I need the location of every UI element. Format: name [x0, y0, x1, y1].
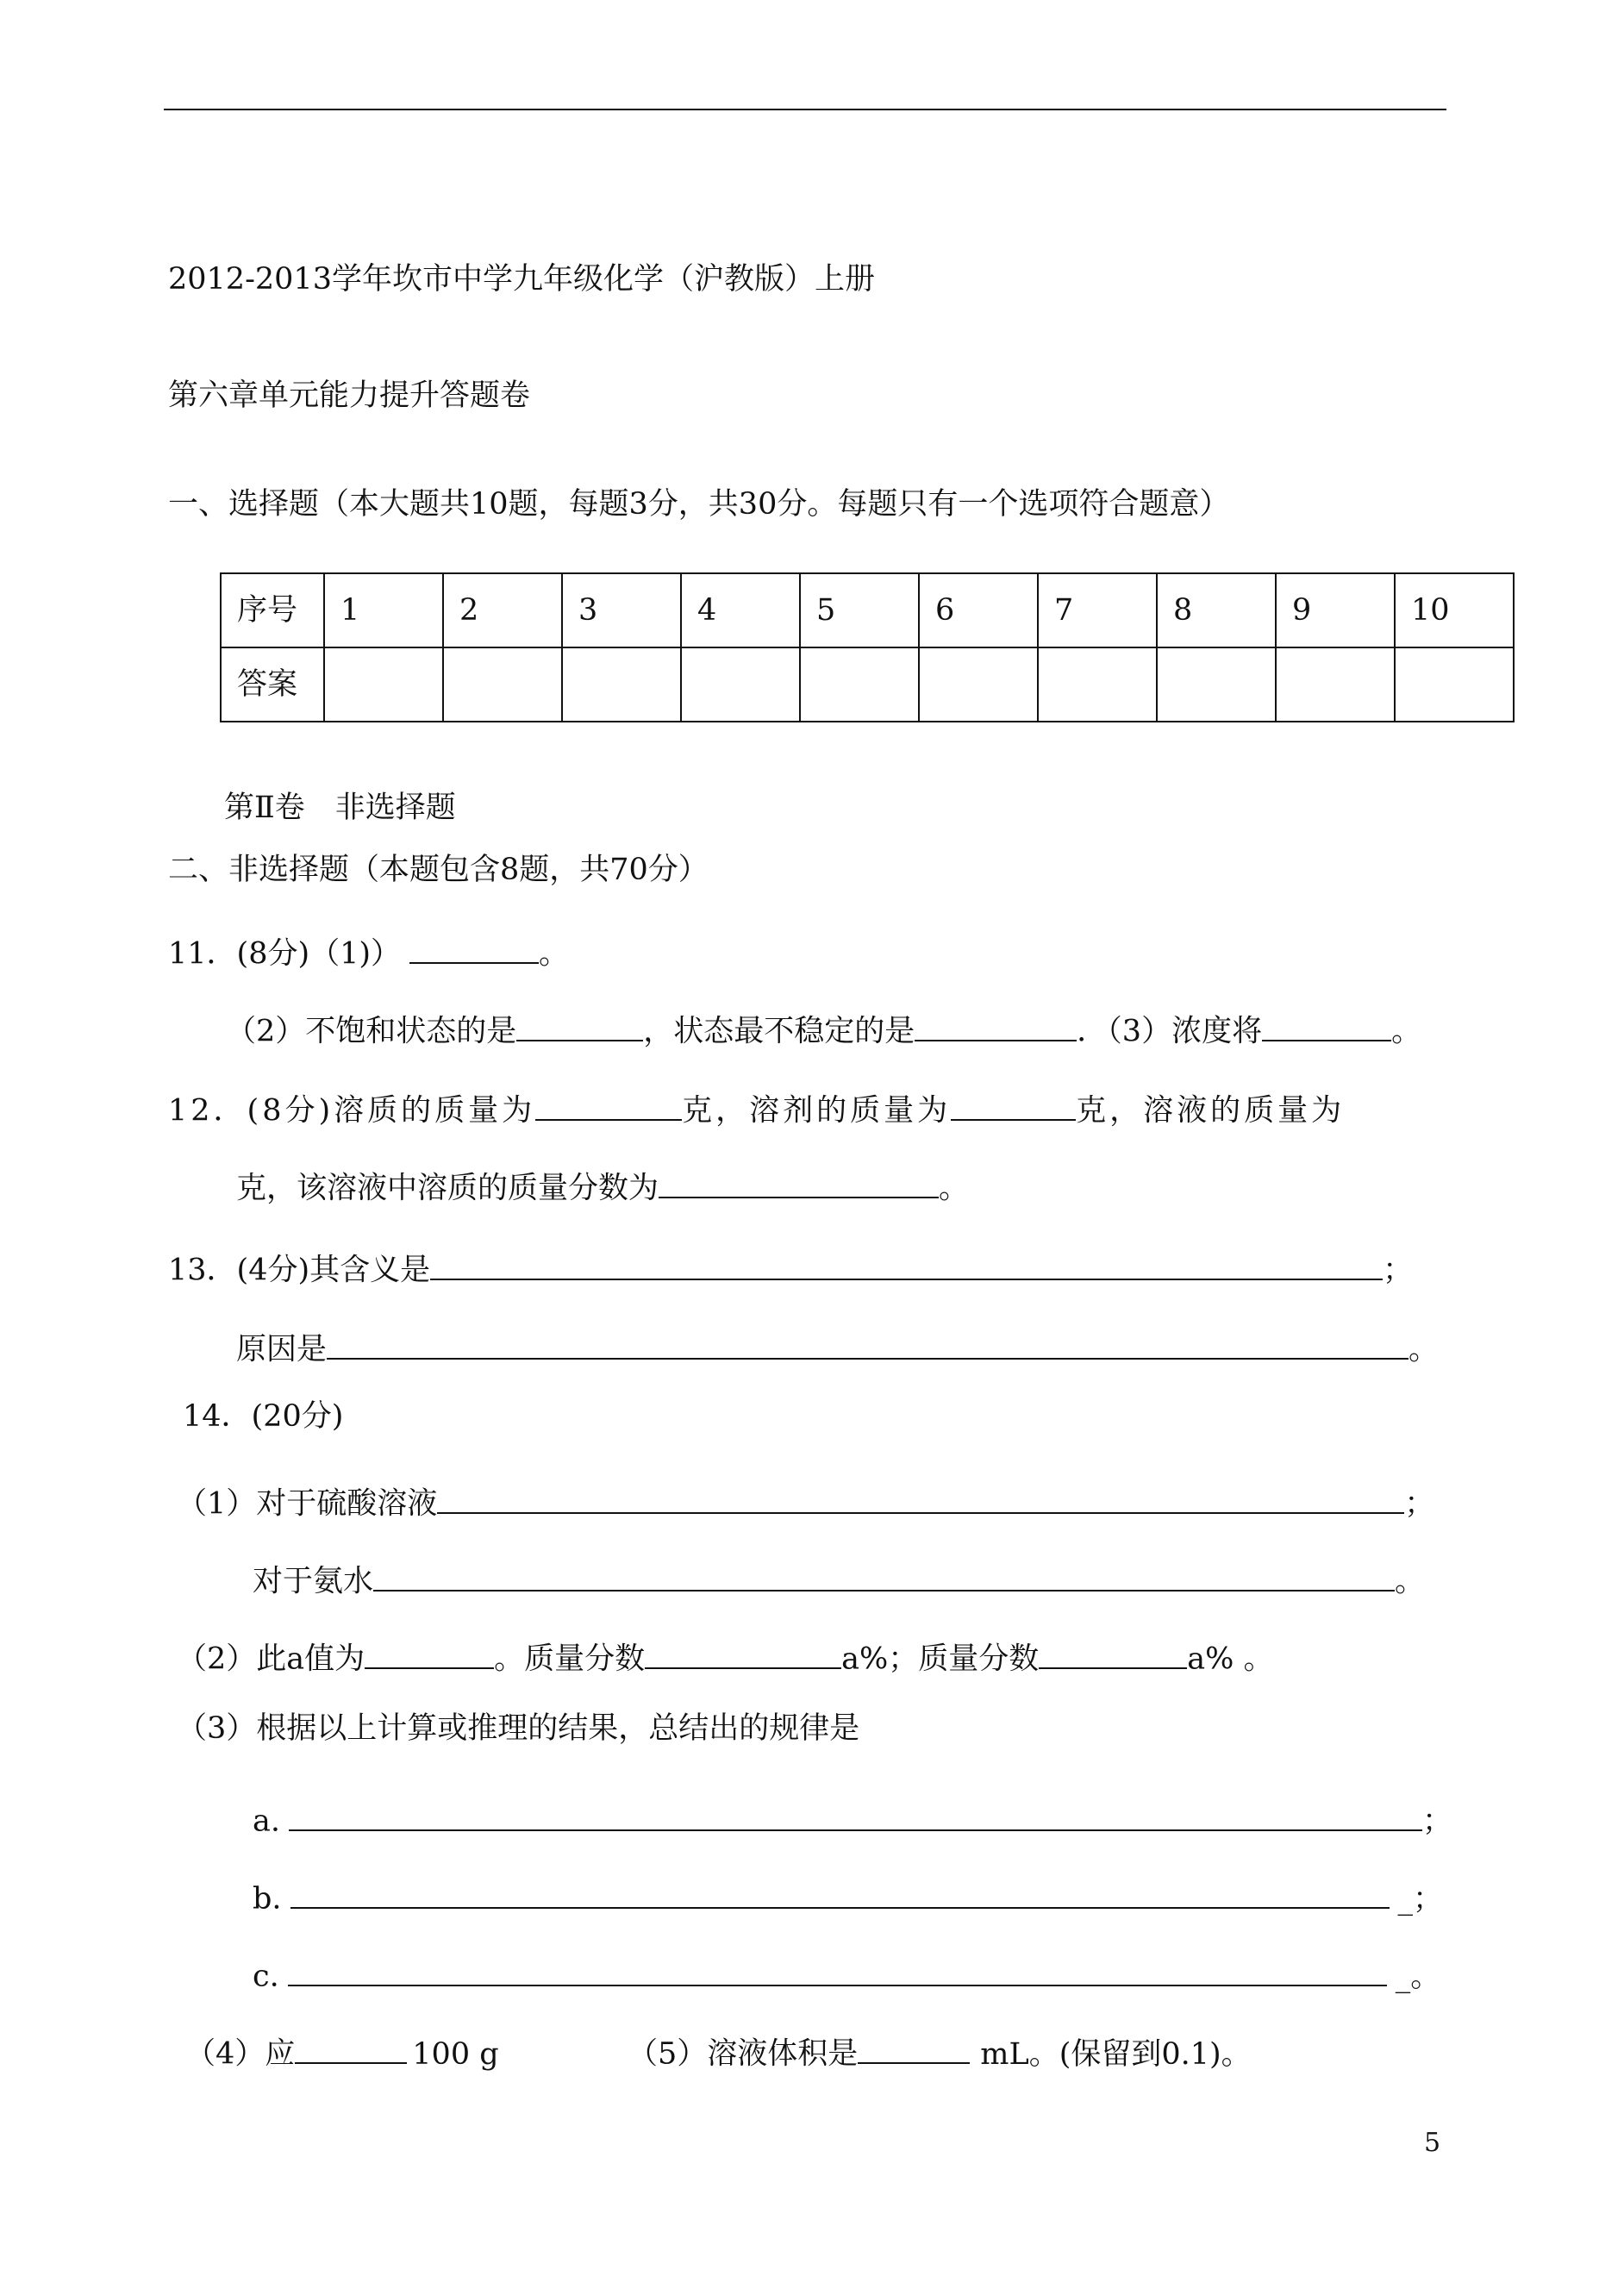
q14-blank-2c[interactable] [1039, 1636, 1187, 1669]
table-cell-number: 8 [1157, 573, 1276, 647]
q14-blank-3b[interactable] [290, 1876, 1390, 1909]
table-cell-number: 1 [324, 573, 443, 647]
table-cell-number: 5 [800, 573, 919, 647]
q14-part3: （3）根据以上计算或推理的结果，总结出的规律是 [177, 1711, 860, 1746]
q14-text-1a: （1）对于硫酸溶液 [177, 1486, 438, 1522]
q14-part1a [177, 1481, 1434, 1520]
q12-line2 [236, 1166, 969, 1204]
q11-text-2a: （2）不饱和状态的是 [226, 1014, 517, 1049]
q13-line2 [236, 1327, 1439, 1366]
q14-part4 [185, 2031, 499, 2070]
q13-text-2: 原因是 [236, 1332, 328, 1367]
table-cell-number: 9 [1276, 573, 1395, 647]
q12-line1 [168, 1088, 1345, 1127]
q14-part2 [177, 1636, 1274, 1675]
table-cell-number: 7 [1038, 573, 1157, 647]
q11-text-2c: ．（3）浓度将 [1077, 1014, 1263, 1049]
q13-line1 [168, 1248, 1413, 1286]
q14-text-5a: （5）溶液体积是 [628, 2036, 859, 2072]
q14-blank-4[interactable] [295, 2031, 407, 2064]
table-cell-number: 6 [919, 573, 1038, 647]
q12-blank-1[interactable] [535, 1088, 682, 1121]
q11-blank-3[interactable] [915, 1009, 1077, 1041]
answer-cell[interactable] [681, 647, 800, 722]
q14-blank-1b[interactable] [373, 1559, 1395, 1591]
q11-text-2b: ，状态最不稳定的是 [643, 1014, 915, 1049]
q14-rule-c [253, 1954, 1440, 1992]
answer-cell[interactable] [1038, 647, 1157, 722]
q14-blank-5[interactable] [858, 2031, 970, 2064]
q11-blank-1[interactable] [409, 931, 539, 964]
table-cell-number: 4 [681, 573, 800, 647]
table-cell-number: 3 [562, 573, 681, 647]
answer-cell[interactable] [562, 647, 681, 722]
q14-blank-2b[interactable] [645, 1636, 841, 1669]
q14-blank-3c[interactable] [288, 1954, 1387, 1986]
q12-text-2a: 克，该溶液中溶质的质量分数为 [236, 1171, 659, 1206]
table-cell-number: 2 [443, 573, 562, 647]
q14-text-4b: 100 g [412, 2036, 499, 2072]
answer-cell[interactable] [919, 647, 1038, 722]
q13-text-1: 13．(4分)其含义是 [168, 1253, 431, 1288]
q14-heading: 14．(20分) [183, 1399, 344, 1434]
q14-rule-b [253, 1876, 1443, 1915]
q13-blank-1[interactable] [430, 1248, 1383, 1280]
q11-punct: 。 [539, 936, 570, 972]
section2-heading: 二、非选择题（本题包含8题，共70分） [168, 853, 709, 887]
table-cell-number: 10 [1395, 573, 1514, 647]
q14-part1b [253, 1559, 1425, 1598]
q11-blank-4[interactable] [1262, 1009, 1391, 1041]
doc-title: 2012-2013学年坎市中学九年级化学（沪教版）上册 [168, 262, 875, 297]
q14-label-a: a. [253, 1804, 280, 1839]
q12-blank-3[interactable] [659, 1166, 939, 1198]
part2-title: 第Ⅱ卷 非选择题 [224, 791, 456, 825]
q14-punct-1b: 。 [1395, 1564, 1426, 1599]
q14-text-1b: 对于氨水 [253, 1564, 374, 1599]
q14-text-2d: a% 。 [1187, 1642, 1274, 1677]
answer-cell[interactable] [1157, 647, 1276, 722]
answer-table [220, 572, 1515, 722]
page-number: 5 [1424, 2128, 1441, 2158]
answer-cell[interactable] [1276, 647, 1395, 722]
table-row-numbers [221, 573, 1514, 647]
q14-part5 [628, 2031, 1252, 2070]
q14-label-c: c. [253, 1959, 279, 1994]
q14-blank-2a[interactable] [365, 1636, 494, 1669]
table-row-answers [221, 647, 1514, 722]
table-label-number: 序号 [221, 573, 324, 647]
doc-subtitle: 第六章单元能力提升答题卷 [168, 378, 531, 413]
q11-line1 [168, 931, 569, 970]
q13-punct-2: 。 [1409, 1332, 1440, 1367]
q14-blank-1a[interactable] [437, 1481, 1404, 1514]
q14-text-5b: mL。(保留到0.1)。 [980, 2036, 1252, 2072]
header-rule [164, 109, 1446, 110]
q11-blank-2[interactable] [516, 1009, 643, 1041]
q14-punct-1a: ； [1404, 1486, 1435, 1522]
q12-text-1b: 克，溶剂的质量为 [682, 1093, 952, 1129]
answer-cell[interactable] [1395, 647, 1514, 722]
q11-line2 [226, 1009, 1421, 1047]
q14-punct-3b: _； [1397, 1881, 1444, 1917]
table-label-answer: 答案 [221, 647, 324, 722]
q14-text-2a: （2）此a值为 [177, 1642, 365, 1677]
q12-punct: 。 [939, 1171, 970, 1206]
answer-cell[interactable] [324, 647, 443, 722]
q13-punct-1: ； [1383, 1253, 1414, 1288]
q12-blank-2[interactable] [951, 1088, 1076, 1121]
answer-cell[interactable] [443, 647, 562, 722]
answer-cell[interactable] [800, 647, 919, 722]
q14-blank-3a[interactable] [289, 1798, 1422, 1831]
q14-label-b: b. [253, 1881, 282, 1917]
q14-text-4a: （4）应 [185, 2036, 296, 2072]
q14-rule-a [253, 1798, 1452, 1837]
q11-label: 11．(8分)（1)） [168, 936, 402, 972]
q14-text-2b: 。质量分数 [494, 1642, 646, 1677]
q14-punct-3a: ； [1422, 1804, 1453, 1839]
q12-text-1c: 克，溶液的质量为 [1076, 1093, 1346, 1129]
q12-text-1a: 12．(8分)溶质的质量为 [168, 1093, 536, 1129]
q14-text-2c: a%；质量分数 [841, 1642, 1040, 1677]
q11-punct-2: 。 [1391, 1014, 1422, 1049]
q13-blank-2[interactable] [327, 1327, 1409, 1360]
section1-heading: 一、选择题（本大题共10题，每题3分，共30分。每题只有一个选项符合题意） [168, 487, 1230, 522]
q14-punct-3c: _。 [1395, 1959, 1441, 1994]
